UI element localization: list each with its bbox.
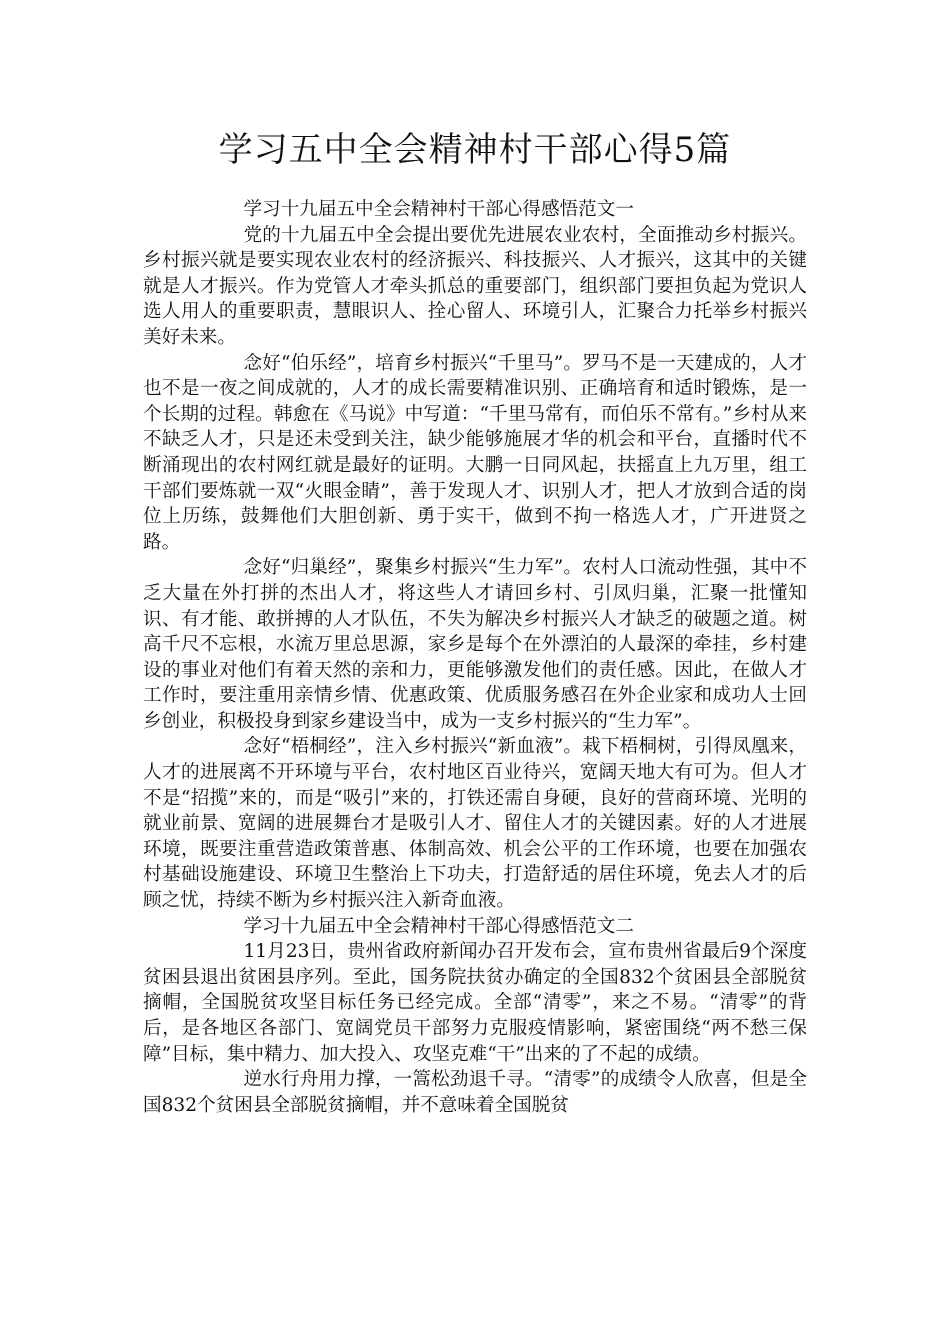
section-heading-1: 学习十九届五中全会精神村干部心得感悟范文一 xyxy=(243,199,634,220)
paragraph: 念好“伯乐经”，培育乡村振兴“千里马”。罗马不是一天建成的，人才也不是一夜之间成就的，人才的成长需要精准识别、正确培育和适时锻炼，是一个长期的过程。韩愈在《马说》中写道：“千里马常有，而伯乐不常有。”乡村从来不缺乏人才，只是还未受到关注，缺少能够施展才华的机会和平台，直播时代不断涌现出的农村网红就是最好的证明。大鹏一日同风起，扶摇直上九万里，组工干部们要炼就一双“火眼金睛”，善于发现人才、识别人才，把人才放到合适的岗位上历练，鼓舞他们大胆创新、勇于实干，做到不拘一格选人才，广开进贤之路。 xyxy=(143,352,807,553)
paragraph: 念好“归巢经”，聚集乡村振兴“生力军”。农村人口流动性强，其中不乏大量在外打拼的杰出人才，将这些人才请回乡村、引凤归巢，汇聚一批懂知识、有才能、敢拼搏的人才队伍，不失为解决乡村振兴人才缺乏的破题之道。树高千尺不忘根，水流万里总思源，家乡是每个在外漂泊的人最深的牵挂，乡村建设的事业对他们有着天然的亲和力，更能够激发他们的责任感。因此，在做人才工作时，要注重用亲情乡情、优惠政策、优质服务感召在外企业家和成功人士回乡创业，积极投身到家乡建设当中，成为一支乡村振兴的“生力军”。 xyxy=(143,557,807,732)
paragraph: 逆水行舟用力撑，一篙松劲退千寻。“清零”的成绩令人欣喜，但是全国832个贫困县全部脱贫摘帽，并不意味着全国脱贫 xyxy=(143,1069,807,1116)
document-body xyxy=(143,197,807,1118)
paragraph: 11月23日，贵州省政府新闻办召开发布会，宣布贵州省最后9个深度贫困县退出贫困县序列。至此，国务院扶贫办确定的全国832个贫困县全部脱贫摘帽，全国脱贫攻坚目标任务已经完成。全部“清零”，来之不易。“清零”的背后，是各地区各部门、宽阔党员干部努力克服疫情影响，紧密围绕“两不愁三保障”目标，集中精力、加大投入、攻坚克难“干”出来的了不起的成绩。 xyxy=(143,941,807,1065)
document-title: 学习五中全会精神村干部心得5篇 xyxy=(218,130,732,170)
section-heading-2: 学习十九届五中全会精神村干部心得感悟范文二 xyxy=(243,915,634,937)
paragraph: 念好“梧桐经”，注入乡村振兴“新血液”。栽下梧桐树，引得凤凰来，人才的进展离不开环境与平台，农村地区百业待兴，宽阔天地大有可为。但人才不是“招揽”来的，而是“吸引”来的，打铁还需自身硬，良好的营商环境、光明的就业前景、宽阔的进展舞台才是吸引人才、留住人才的关键因素。好的人才进展环境，既要注重营造政策普惠、体制高效、机会公平的工作环境，也要在加强农村基础设施建设、环境卫生整治上下功夫，打造舒适的居住环境，免去人才的后顾之忧，持续不断为乡村振兴注入新奇血液。 xyxy=(143,736,807,912)
paragraph: 党的十九届五中全会提出要优先进展农业农村，全面推动乡村振兴。乡村振兴就是要实现农业农村的经济振兴、科技振兴、人才振兴，这其中的关键就是人才振兴。作为党管人才牵头抓总的重要部门，组织部门要担负起为党识人选人用人的重要职责，慧眼识人、拴心留人、环境引人，汇聚合力托举乡村振兴美好未来。 xyxy=(143,224,807,348)
